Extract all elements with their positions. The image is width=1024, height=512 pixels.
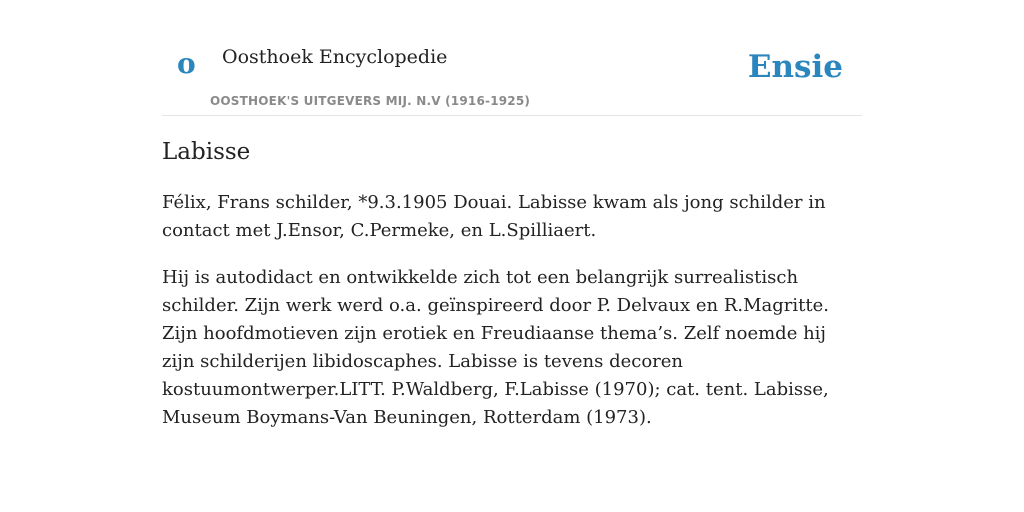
source-title[interactable]: Oosthoek Encyclopedie (222, 46, 448, 68)
entry-paragraph: Félix, Frans schilder, *9.3.1905 Douai. Labisse kwam als jong schilder in contact met J.Ensor, C.Permeke, en L.Spilliaert. (162, 191, 826, 241)
entry-body (162, 189, 862, 432)
entry-title: Labisse (162, 139, 251, 165)
ensie-logo-link[interactable]: Ensie (747, 49, 843, 85)
source-header (162, 0, 862, 116)
source-subtitle: OOSTHOEK'S UITGEVERS MIJ. N.V (1916-1925) (210, 94, 531, 108)
entry-paragraph: Hij is autodidact en ontwikkelde zich tot een belangrijk surrealistisch schilder. Zijn werk werd o.a. geïnspireerd door P. Delvaux en R.Magritte. Zijn hoofdmotieven zijn erotiek en Freudiaanse thema’s. Zelf noemde hij zijn schilderijen libidoscaphes. Labisse is tevens decoren kostuumontwerper.LITT. P.Waldberg, F.Labisse (1970); cat. tent. Labisse, Museum Boymans-Van Beuningen, Rotterdam (1973). (162, 266, 830, 428)
source-logo[interactable]: o (177, 47, 196, 80)
page (162, 0, 862, 432)
